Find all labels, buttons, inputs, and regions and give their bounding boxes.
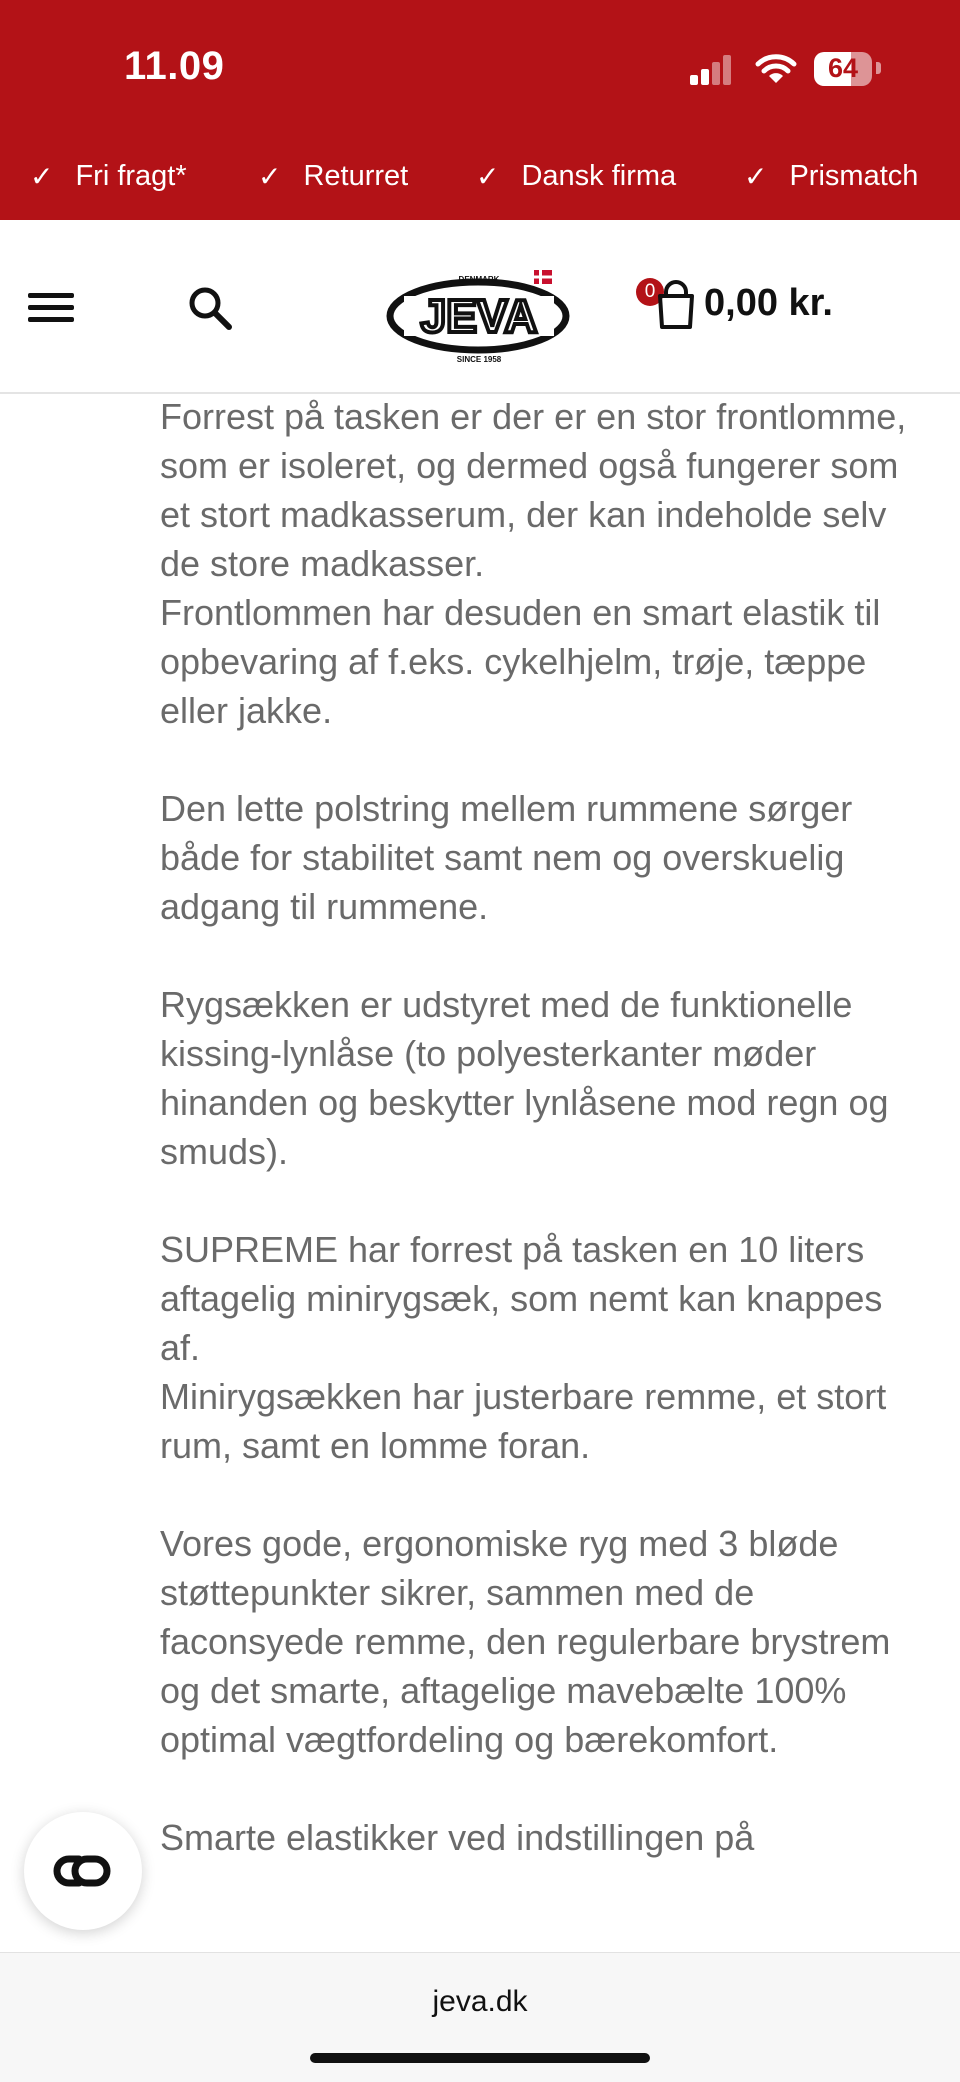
site-header — [0, 220, 960, 394]
battery-nub — [876, 62, 881, 74]
usp-label: Fri fragt* — [75, 160, 187, 192]
usp-item-return — [258, 160, 408, 193]
search-icon[interactable] — [186, 284, 234, 332]
top-brand-bar — [0, 0, 960, 220]
usp-item-price-match — [744, 160, 918, 193]
jeva-logo[interactable] — [386, 266, 576, 364]
danish-flag-icon — [534, 270, 552, 284]
description-paragraph: Smarte elastikker ved indstillingen på — [160, 1817, 755, 1858]
browser-bottom-bar — [0, 1952, 960, 2082]
check-icon: ✓ — [30, 161, 54, 192]
usp-label: Dansk firma — [521, 160, 677, 192]
battery-percent: 64 — [827, 53, 859, 83]
description-paragraph: Rygsækken er udstyret med de funktionelle kissing-lynlåse (to polyesterkanter møder hinanden og beskytter lynlåsene mod regn og smuds). — [160, 984, 889, 1172]
check-icon: ✓ — [744, 161, 768, 192]
chat-link-icon — [53, 1851, 113, 1891]
description-paragraph: SUPREME har forrest på tasken en 10 liters aftagelig minirygsæk, som nemt kan knappes af. Minirygsækken har justerbare remme, et stort rum, samt en lomme foran. — [160, 1229, 887, 1466]
usp-bar — [0, 160, 960, 208]
hamburger-menu-icon[interactable] — [28, 293, 74, 323]
usp-label: Returret — [303, 160, 409, 192]
description-paragraph: Vores gode, ergonomiske ryg med 3 bløde støttepunkter sikrer, sammen med de faconsyede remme, den regulerbare brystrem og det smarte, aftagelige mavebælte 100% optimal vægtfordeling og bærekomfort. — [160, 1523, 891, 1760]
cart-total[interactable]: 0,00 kr. — [704, 282, 833, 324]
battery-icon — [814, 52, 872, 86]
description-paragraph: Den lette polstring mellem rummene sørger både for stabilitet samt nem og overskuelig adgang til rummene. — [160, 788, 853, 927]
check-icon: ✓ — [258, 161, 282, 192]
address-bar-url[interactable]: jeva.dk — [432, 1985, 528, 2018]
chat-widget-button[interactable] — [24, 1812, 142, 1930]
logo-wordmark: JEVA — [420, 290, 538, 342]
logo-bottom-text: SINCE 1958 — [456, 355, 502, 364]
cart-count-badge: 0 — [636, 278, 664, 306]
status-time: 11.09 — [124, 44, 225, 88]
usp-item-free-shipping — [30, 160, 187, 193]
wifi-icon — [754, 52, 798, 86]
product-description — [160, 392, 920, 1952]
usp-label: Prismatch — [789, 160, 919, 192]
shopping-bag-icon[interactable] — [656, 280, 696, 330]
description-paragraph: Forrest på tasken er der er en stor frontlomme, som er isoleret, og dermed også fungerer som et stort madkasserum, der kan indeholde selv de store madkasser. Frontlommen har desuden en smart elastik til opbevaring af f.eks. cykelhjelm, trøje, tæppe eller jakke. — [160, 396, 907, 731]
usp-item-danish-company — [476, 160, 676, 193]
logo-top-text: DENMARK — [458, 275, 500, 284]
cellular-signal-icon — [688, 53, 732, 87]
check-icon: ✓ — [476, 161, 500, 192]
status-icons — [688, 50, 888, 90]
home-indicator[interactable] — [310, 2053, 650, 2063]
